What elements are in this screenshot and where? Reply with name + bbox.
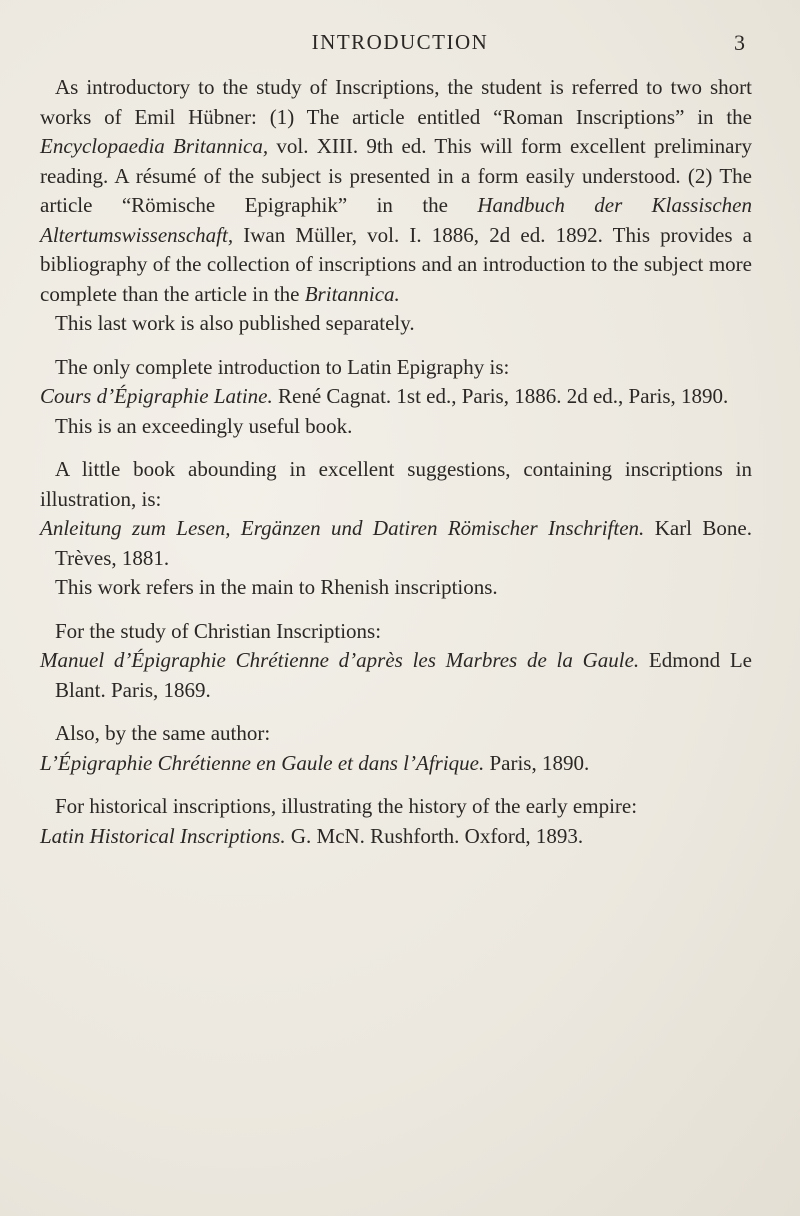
bone-note: This work refers in the main to Rhenish inscriptions.: [55, 575, 498, 599]
intro-title-britannica-short: Britannica.: [304, 281, 400, 306]
rushforth-details: G. McN. Rushforth. Oxford, 1893.: [285, 823, 584, 848]
rushforth-entry: [40, 822, 752, 852]
leblant-epigraphie-title: L’Épigraphie Chrétienne en Gaule et dans l’Afrique.: [40, 750, 485, 775]
page-number: 3: [734, 30, 745, 55]
intro-text-3: Iwan Müller, vol. I. 1886, 2d ed. 1892. This provides a bibliography of the collection of inscriptions and an introduction to the subject more complete than the article in the: [40, 222, 752, 306]
cagnat-note: This is an exceedingly useful book.: [55, 413, 353, 438]
intro-text-1: As introductory to the study of Inscriptions, the student is referred to two short works of Emil Hübner: (1) The article entitled “Roman Inscriptions” in the: [40, 75, 752, 129]
leblant-epigraphie-entry: [40, 749, 752, 779]
intro-title-britannica: Encyclopaedia Britannica,: [40, 134, 269, 158]
rushforth-title: Latin Historical Inscriptions.: [40, 823, 286, 848]
running-head-title: INTRODUCTION: [311, 30, 489, 54]
leblant-manuel-details: Edmond Le Blant. Paris, 1869.: [55, 648, 752, 702]
bone-details: Karl Bone. Trèves, 1881.: [55, 516, 752, 570]
cagnat-title: Cours d’Épigraphie Latine.: [40, 384, 273, 408]
intro-text-2: vol. XIII. 9th ed. This will form excellent preliminary reading. A résumé of the subject is presented in a form easily understood. (2) The article “Römische Epigraphik” in the: [40, 134, 752, 217]
cagnat-entry: [40, 382, 752, 412]
christian-lead: For the study of Christian Inscriptions:: [55, 618, 382, 643]
cagnat-details: René Cagnat. 1st ed., Paris, 1886. 2d ed., Paris, 1890.: [272, 384, 729, 408]
intro-title-handbuch: Handbuch der Klassischen Altertumswissenschaft,: [40, 193, 752, 247]
leblant-manuel-title: Manuel d’Épigraphie Chrétienne d’après les Marbres de la Gaule.: [40, 648, 640, 672]
body-text: [40, 73, 752, 851]
bone-title: Anleitung zum Lesen, Ergänzen und Datiren Römischer Inschriften.: [40, 516, 645, 540]
bone-entry: [40, 514, 752, 573]
leblant-epigraphie-details: Paris, 1890.: [484, 750, 590, 775]
cagnat-lead: The only complete introduction to Latin Epigraphy is:: [55, 354, 510, 379]
intro-paragraph: [40, 73, 752, 309]
same-author-lead: Also, by the same author:: [55, 721, 271, 745]
historical-lead: For historical inscriptions, illustrating the history of the early empire:: [55, 794, 638, 818]
leblant-manuel-entry: [40, 646, 752, 705]
running-head: [0, 30, 800, 58]
bone-lead: A little book abounding in excellent suggestions, containing inscriptions in illustration, is:: [40, 457, 752, 511]
intro-note: This last work is also published separately.: [55, 311, 415, 335]
